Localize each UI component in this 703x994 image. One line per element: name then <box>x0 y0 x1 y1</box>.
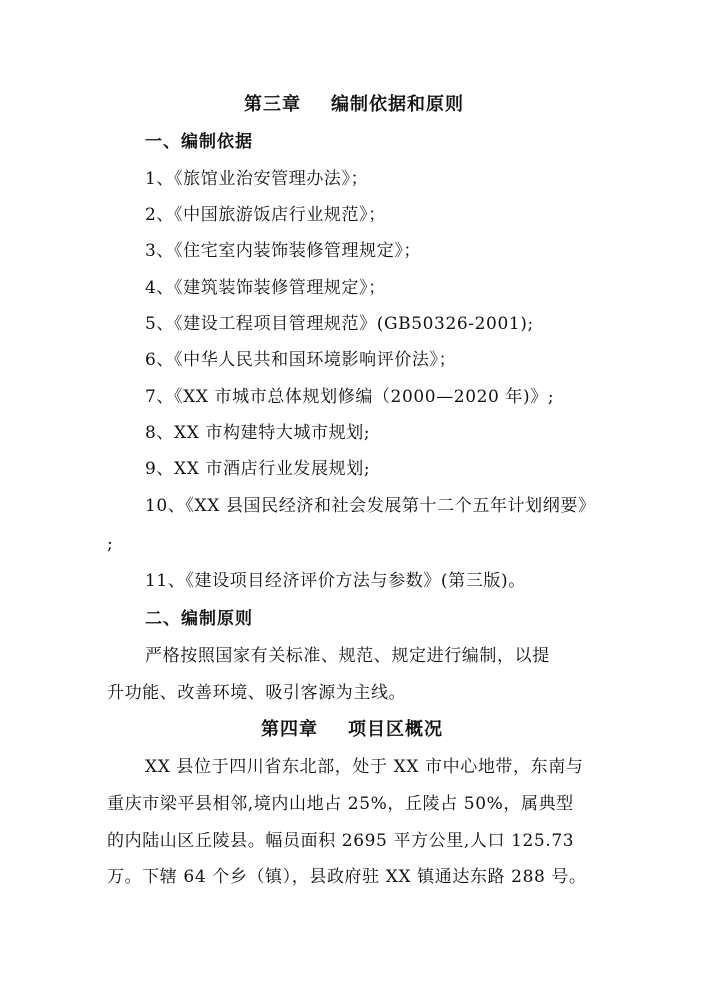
overview-paragraph-line-3: 的内陆山区丘陵县。幅员面积 2695 平方公里,人口 125.73 <box>107 831 575 851</box>
overview-paragraph-line-2: 重庆市梁平县相邻,境内山地占 25%，丘陵占 50%，属典型 <box>107 794 574 814</box>
basis-item-6: 6、《中华人民共和国环境影响评价法》； <box>145 350 457 370</box>
basis-item-9: 9、XX 市酒店行业发展规划; <box>145 459 371 479</box>
basis-item-11: 11、《建设项目经济评价方法与参数》(第三版)。 <box>145 571 526 591</box>
section-1-heading: 一、编制依据 <box>145 132 253 152</box>
overview-paragraph-line-4: 万。下辖 64 个乡（镇），县政府驻 XX 镇通达东路 288 号。 <box>107 867 587 887</box>
overview-paragraph-line-1: XX 县位于四川省东北部，处于 XX 市中心地带，东南与 <box>145 757 584 777</box>
basis-item-8: 8、XX 市构建特大城市规划; <box>145 423 371 443</box>
section-2-heading: 二、编制原则 <box>145 609 253 629</box>
basis-item-1: 1、《旅馆业治安管理办法》； <box>145 169 369 189</box>
principle-paragraph-line-1: 严格按照国家有关标准、规范、规定进行编制，以提 <box>145 646 550 666</box>
basis-item-7: 7、《XX 市城市总体规划修编（2000—2020 年)》; <box>145 387 555 407</box>
chapter-4-title: 项目区概况 <box>348 719 443 740</box>
principle-paragraph-line-2: 升功能、改善环境、吸引客源为主线。 <box>107 683 407 703</box>
basis-item-10: 10、《XX 县国民经济和社会发展第十二个五年计划纲要》 <box>145 496 596 516</box>
chapter-3-title: 编制依据和原则 <box>331 94 464 115</box>
chapter-4-number: 第四章 <box>261 719 318 740</box>
chapter-4-heading <box>261 719 443 741</box>
basis-item-5: 5、《建设工程项目管理规范》(GB50326-2001); <box>145 314 534 334</box>
chapter-3-heading <box>244 94 464 116</box>
basis-item-3: 3、《住宅室内装饰装修管理规定》； <box>145 241 422 261</box>
chapter-3-number: 第三章 <box>244 94 301 115</box>
basis-item-10-continuation: ; <box>107 534 114 554</box>
basis-item-4: 4、《建筑装饰装修管理规定》； <box>145 278 386 298</box>
basis-item-2: 2、《中国旅游饭店行业规范》； <box>145 205 386 225</box>
